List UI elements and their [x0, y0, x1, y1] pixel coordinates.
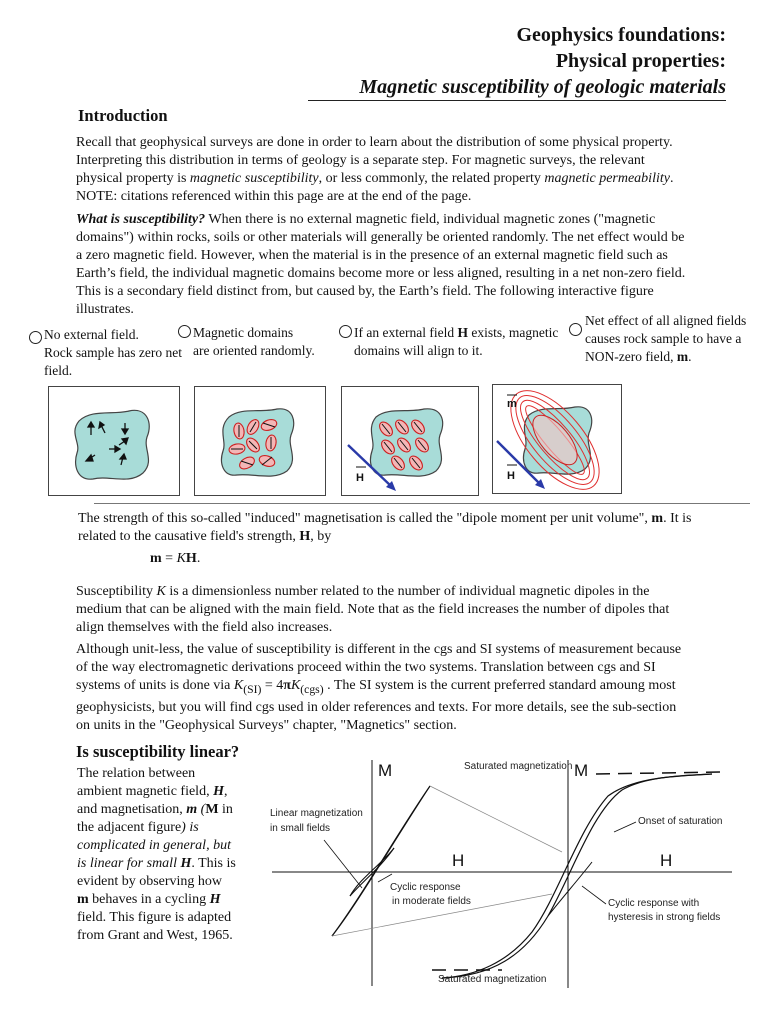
- right-M-axis-label: M: [574, 761, 589, 780]
- panel-no-field-drawing: [49, 387, 179, 495]
- panel-net-effect[interactable]: [492, 384, 622, 494]
- linear-heading: Is susceptibility linear?: [76, 742, 240, 761]
- saturated-top-label: Saturated magnetization: [464, 761, 573, 772]
- title-line-1: Geophysics foundations:: [516, 24, 726, 46]
- panel-random-domains[interactable]: [194, 386, 326, 496]
- saturated-bottom-label: Saturated magnetization: [438, 974, 547, 985]
- title-line-3: Magnetic susceptibility of geologic materials: [359, 76, 726, 98]
- option-external-field-label: If an external field H exists, magnetic domains will align to it.: [354, 325, 559, 358]
- onset-saturation-label: Onset of saturation: [638, 816, 723, 827]
- equation-m-kh: m = KH.: [150, 551, 201, 566]
- strong-label-1: Cyclic response with: [608, 898, 700, 909]
- radio-external-field[interactable]: [339, 325, 352, 338]
- option-random-domains-label: Magnetic domains are oriented randomly.: [193, 325, 315, 358]
- title-underline: [308, 100, 726, 101]
- option-no-field-label: No external field. Rock sample has zero net field.: [44, 327, 182, 378]
- susceptibility-paragraph-2: Although unit-less, the value of susceptibility is different in the cgs and SI systems of measurement because of the way electromagnetic derivations proceed within the two systems. Translation between cgs and SI systems of units is done via $K_{(SI)} = 4\pi K_{(cgs)}$ . The SI system is the current preferred standard amoung most geophysicists, but you will find cgs used in older references and texts. For more details, see the sub-section on units in the "Geophysical Surveys" chapter, "Magnetics" section.: [76, 642, 682, 733]
- radio-no-field[interactable]: [29, 331, 42, 344]
- linear-label-2: in small fields: [270, 823, 331, 834]
- panel4-H-label: H: [507, 470, 515, 482]
- hysteresis-figure: [262, 756, 732, 988]
- linear-label-1: Linear magnetization: [270, 808, 363, 819]
- title-line-2: Physical properties:: [555, 50, 726, 72]
- intro-heading: Introduction: [78, 106, 168, 125]
- radio-random-domains[interactable]: [178, 325, 191, 338]
- intro-paragraph-1: Recall that geophysical surveys are done in order to learn about the distribution of some physical property. Interpreting this distribution in terms of geology is a separate step. For magnetic surveys, the relevant physical property is magnetic susceptibility, or less commonly, the related property magnetic permeability. NOTE: citations referenced within this page are at the end of the page.: [76, 135, 674, 204]
- panel-net-effect-drawing: [493, 385, 621, 493]
- strong-label-2: hysteresis in strong fields: [608, 912, 721, 923]
- cyclic-label-2: in moderate fields: [392, 896, 471, 907]
- what-is-susceptibility-lead: What is susceptibility?: [76, 212, 206, 227]
- figure-divider: [94, 503, 750, 504]
- panel4-m-label: m: [507, 398, 517, 410]
- intro-paragraph-2: What is susceptibility? When there is no external magnetic field, individual magnetic zones ("magnetic domains") within rocks, soils or other materials will generally be oriented randomly. The net effect would be a zero magnetic field. However, when the material is in the presence of an external magnetic field such as Earth’s field, the individual magnetic domains become more or less aligned, resulting in a net non-zero field. This is a secondary field distinct from, but caused by, the Earth’s field. The following interactive figure illustrates.: [76, 212, 686, 317]
- susceptibility-paragraph-1: Susceptibility K is a dimensionless number related to the number of individual magnetic dipoles in the medium that can be aligned with the main field. Note that as the field increases the number of dipoles that align themselves with the field also increases.: [76, 584, 670, 635]
- right-H-axis-label: H: [660, 851, 673, 870]
- linear-side-text: The relation between ambient magnetic field, H, and magnetisation, m (M in the adjacent figure) is complicated in general, but is linear for small H. This is evident by observing how m behaves in a cycling H field. This figure is adapted from Grant and West, 1965.: [77, 766, 236, 943]
- cyclic-label-1: Cyclic response: [390, 882, 461, 893]
- panel3-H-label: H: [356, 472, 364, 484]
- panel-external-field-drawing: [342, 387, 478, 495]
- left-M-axis-label: M: [378, 761, 393, 780]
- left-H-axis-label: H: [452, 851, 465, 870]
- induced-paragraph: The strength of this so-called "induced" magnetisation is called the "dipole moment per unit volume", m. It is related to the causative field's strength, H, by: [78, 511, 692, 544]
- panel-no-field[interactable]: [48, 386, 180, 496]
- panel-random-domains-drawing: [195, 387, 325, 495]
- radio-net-effect[interactable]: [569, 323, 582, 336]
- option-net-effect-label: Net effect of all aligned fields causes rock sample to have a NON-zero field, m.: [585, 313, 747, 364]
- panel-external-field[interactable]: [341, 386, 479, 496]
